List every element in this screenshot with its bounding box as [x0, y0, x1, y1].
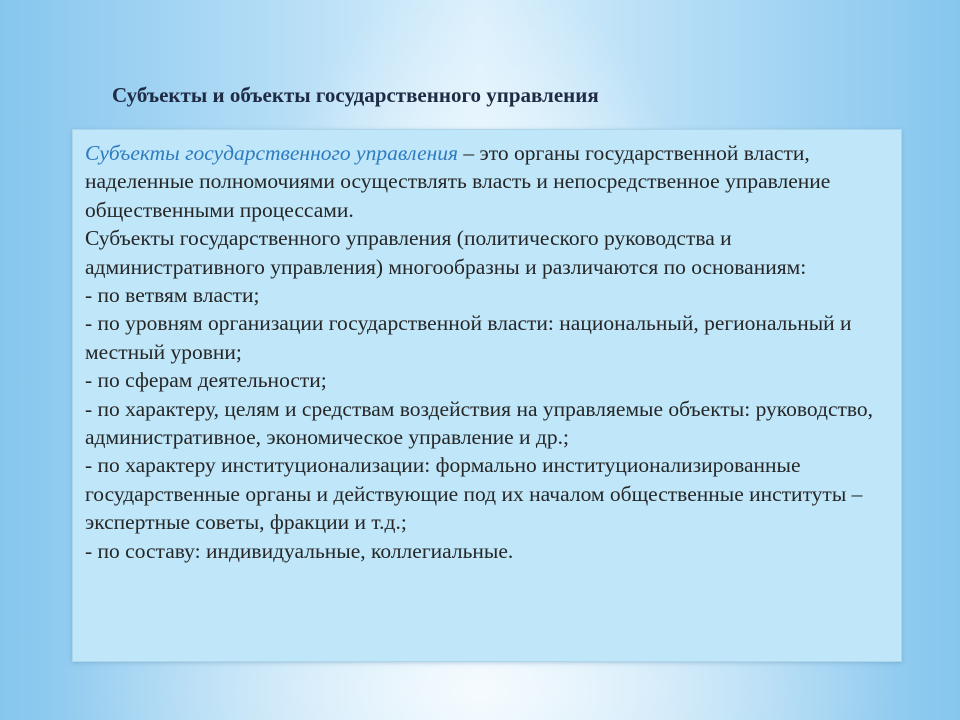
definition-term: Субъекты государственного управления	[85, 141, 459, 165]
criterion-branches: - по ветвям власти;	[85, 283, 260, 308]
criterion-influence: - по характеру, целям и средствам воздействия на управляемые объекты: руководство, административное, экономическое управление и др.;	[85, 396, 874, 450]
definition-paragraph	[85, 139, 889, 224]
definition-text: – это органы государственной власти, наделенные полномочиями осуществлять власть и непосредственное управление общественными процессами.	[85, 141, 831, 222]
criterion-institutionalization: - по характеру институционализации: формально институционализированные государственные органы и действующие под их началом общественные институты – экспертные советы, фракции и т.д.;	[85, 453, 863, 535]
criterion-spheres: - по сферам деятельности;	[85, 368, 327, 393]
content-box	[72, 129, 902, 662]
criterion-composition: - по составу: индивидуальные, коллегиальные.	[85, 538, 514, 563]
intro-paragraph: Субъекты государственного управления (политического руководства и административного управления) многообразны и различаются по основаниям:	[85, 226, 807, 279]
slide-title: Субъекты и объекты государственного управления	[112, 83, 599, 107]
criterion-levels: - по уровням организации государственной власти: национальный, региональный и местный уровни;	[85, 311, 852, 364]
